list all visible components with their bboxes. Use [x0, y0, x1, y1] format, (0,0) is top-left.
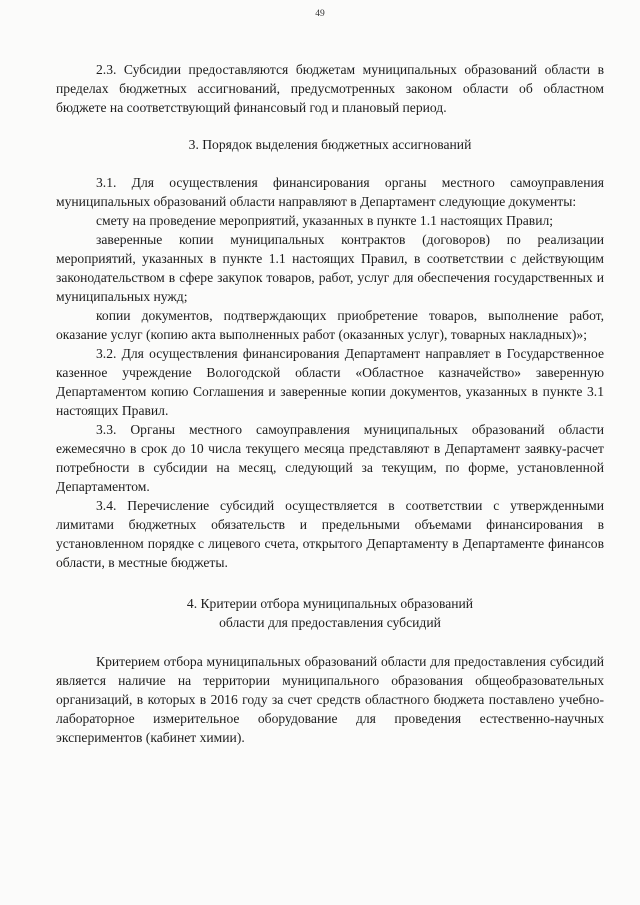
list-item-documents: копии документов, подтверждающих приобретение товаров, выполнение работ, оказание услуг (копию акта выполненных работ (оказанных услуг), товарных накладных)»; [56, 308, 604, 342]
document-body [56, 60, 604, 747]
page-number: 49 [315, 9, 325, 19]
paragraph-3-1: 3.1. Для осуществления финансирования органы местного самоуправления муниципальных образований области направляют в Департамент следующие документы: [56, 175, 604, 209]
section-4-heading-line-1: 4. Критерии отбора муниципальных образований [186, 596, 474, 611]
section-4-heading-line-2: области для предоставления субсидий [219, 615, 441, 630]
paragraph-4-criteria: Критерием отбора муниципальных образований области для предоставления субсидий является наличие на территории муниципального образования общеобразовательных организаций, в которых в 2016 году за счет средств областного бюджета поставлено учебно-лабораторное измерительное оборудование для проведения естественно-научных экспериментов (кабинет химии). [56, 654, 604, 745]
paragraph-2-3: 2.3. Субсидии предоставляются бюджетам муниципальных образований области в пределах бюджетных ассигнований, предусмотренных законом области об областном бюджете на соответствующий финансовый год и плановый период. [56, 62, 604, 115]
paragraph-3-2: 3.2. Для осуществления финансирования Департамент направляет в Государственное казенное учреждение Вологодской области «Областное казначейство» заверенную Департаментом копию Соглашения и заверенные копии документов, указанных в пункте 3.1 настоящих Правил. [56, 346, 604, 418]
paragraph-3-3: 3.3. Органы местного самоуправления муниципальных образований области ежемесячно в срок до 10 числа текущего месяца представляют в Департамент заявку-расчет потребности в субсидии на месяц, следующий за текущим, по форме, установленной Департаментом. [56, 422, 604, 494]
paragraph-3-4: 3.4. Перечисление субсидий осуществляется в соответствии с утвержденными лимитами бюджетных обязательств и предельными объемами финансирования в установленном порядке с лицевого счета, открытого Департаменту в Департаменте финансов области, в местные бюджеты. [56, 498, 604, 570]
list-item-estimate: смету на проведение мероприятий, указанных в пункте 1.1 настоящих Правил; [96, 213, 554, 228]
list-item-contracts: заверенные копии муниципальных контрактов (договоров) по реализации мероприятий, указанных в пункте 1.1 настоящих Правил, в соответствии с действующим законодательством в сфере закупок товаров, работ, услуг для обеспечения государственных и муниципальных нужд; [56, 232, 604, 304]
section-3-heading: 3. Порядок выделения бюджетных ассигнований [188, 137, 472, 152]
